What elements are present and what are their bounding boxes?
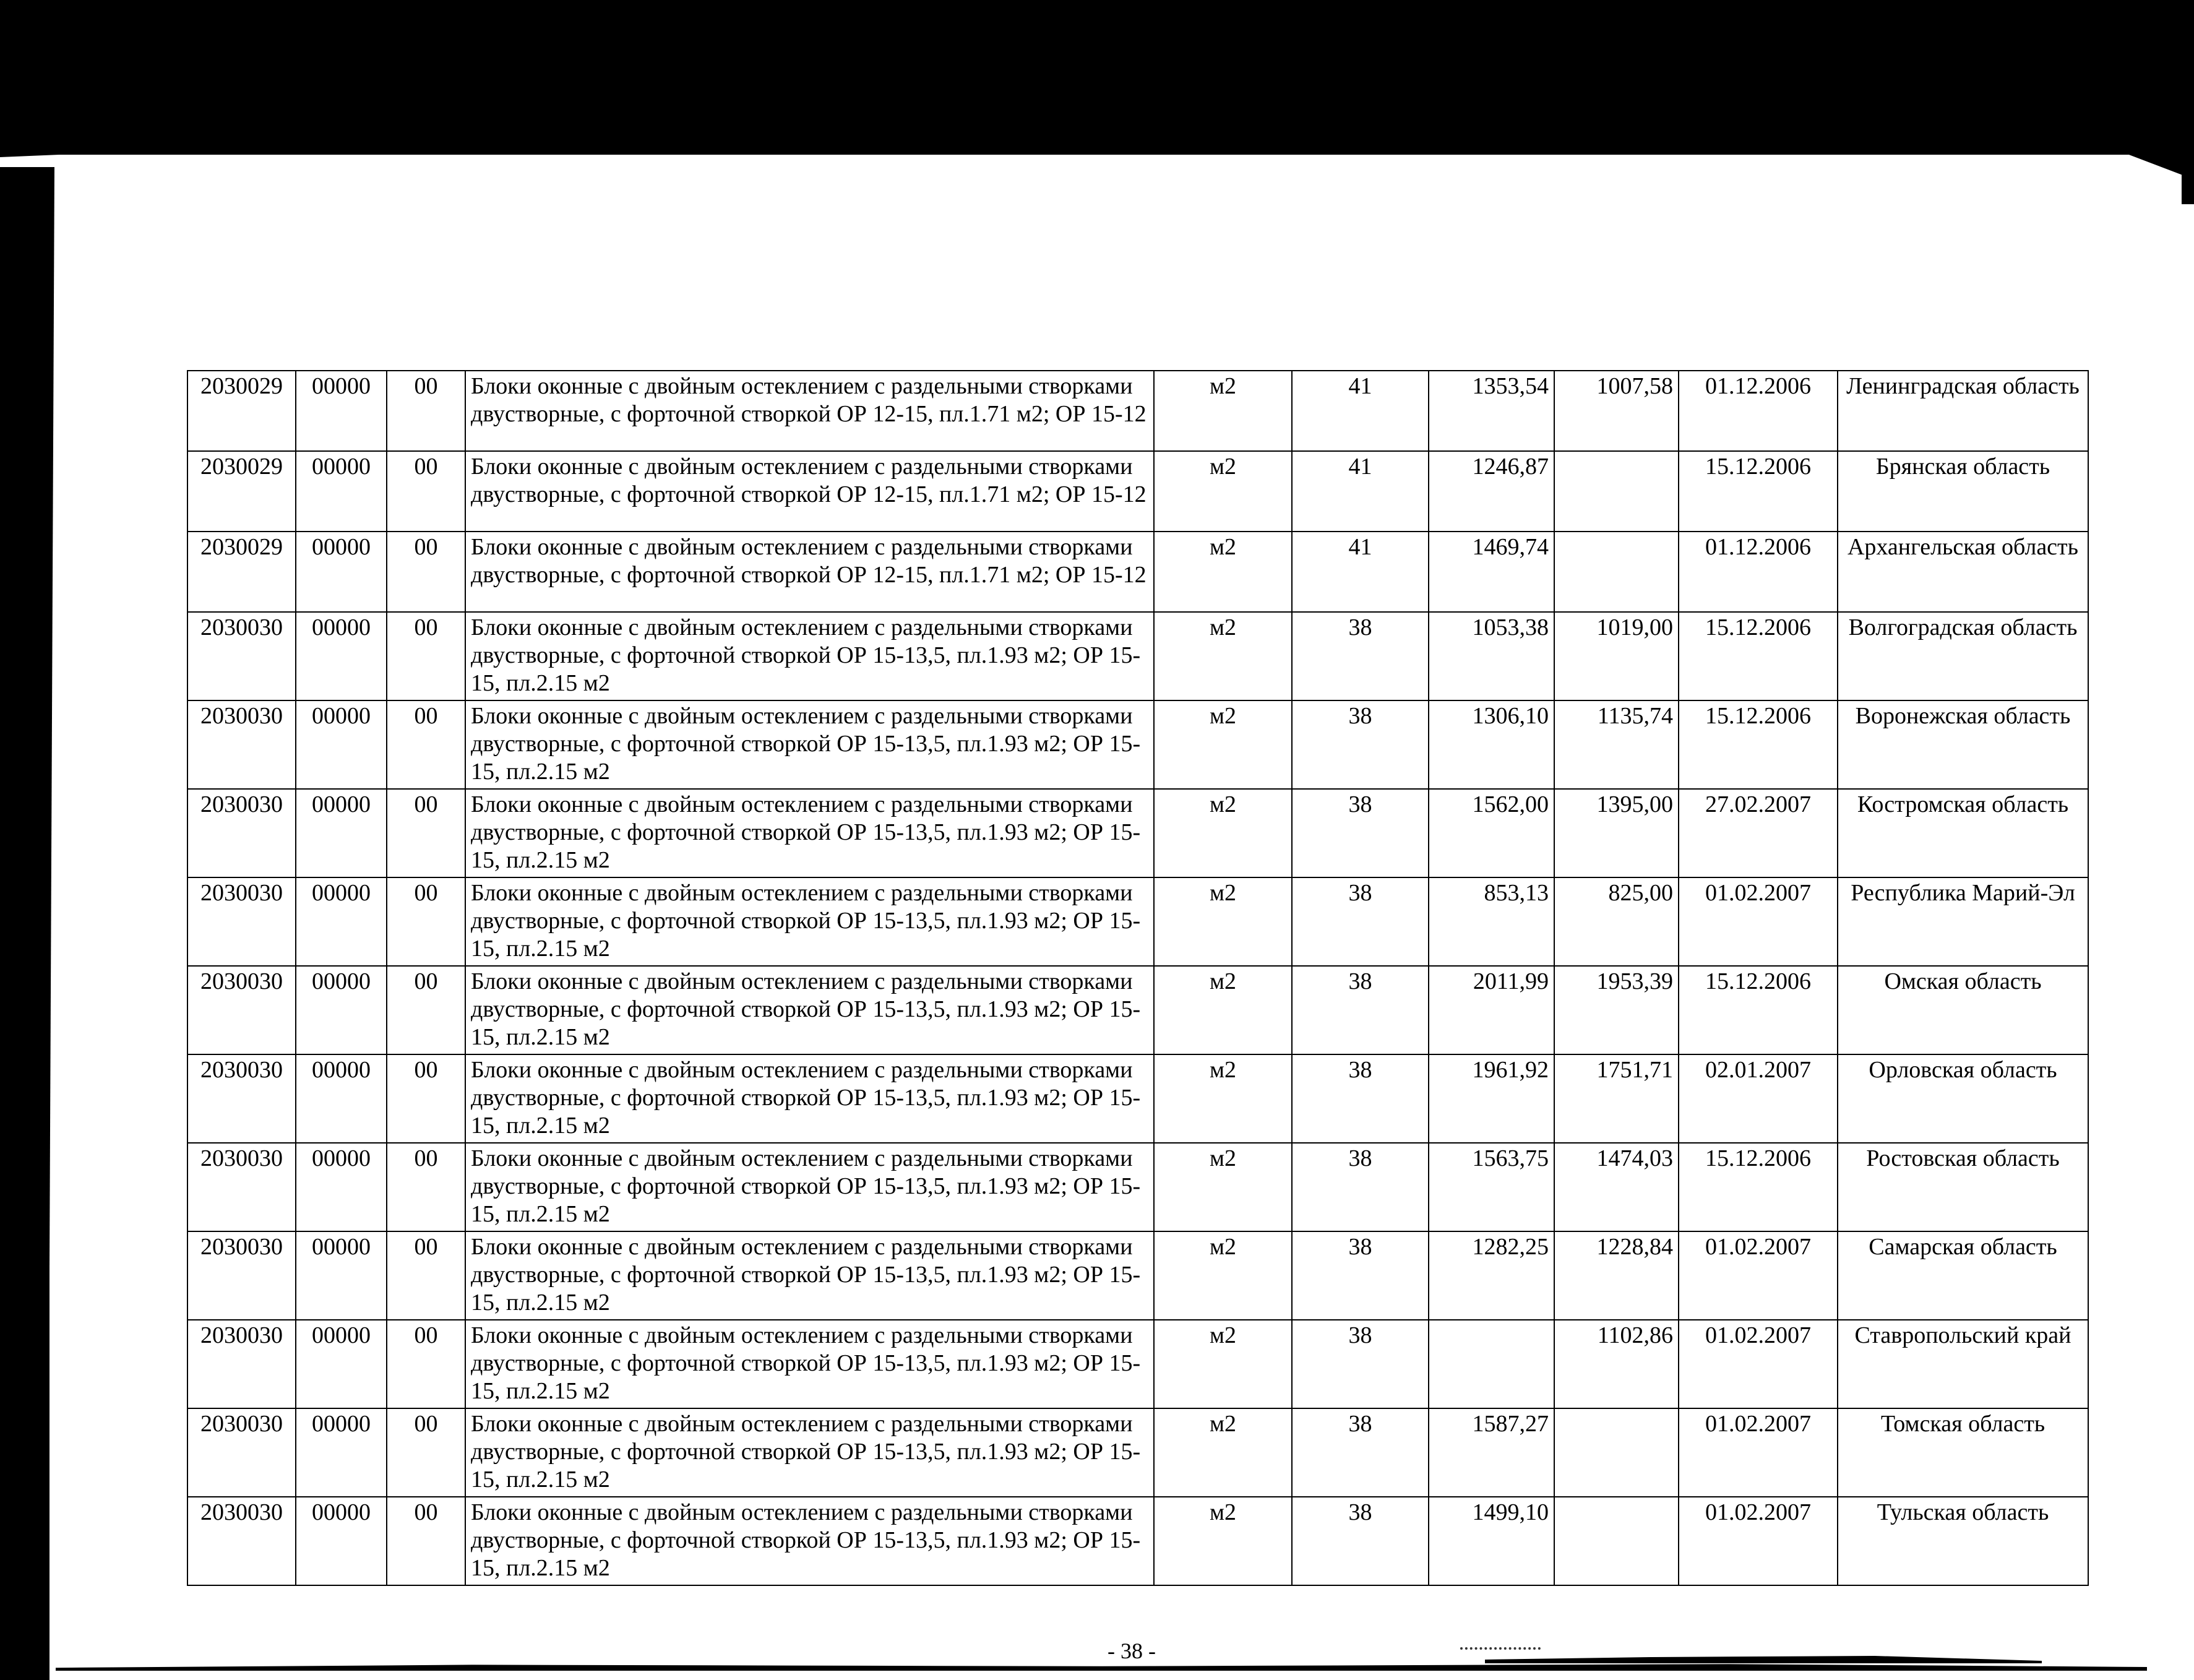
table-row <box>187 789 2088 877</box>
cell-code: 2030029 <box>187 532 296 612</box>
table-row <box>187 700 2088 789</box>
cell-description: Блоки оконные с двойным остеклением с раздельными створками двустворные, с форточной створкой ОР 12-15, пл.1.71 м2; ОР 15-12 <box>465 532 1154 612</box>
price-table <box>187 370 2089 1586</box>
cell-unit: м2 <box>1154 700 1292 789</box>
cell-quantity: 41 <box>1292 532 1429 612</box>
cell-region: Самарская область <box>1838 1231 2088 1320</box>
cell-code: 2030030 <box>187 1143 296 1231</box>
cell-region: Омская область <box>1838 966 2088 1054</box>
cell-subcode: 00000 <box>296 1231 387 1320</box>
cell-region: Орловская область <box>1838 1054 2088 1143</box>
cell-suffix: 00 <box>387 612 465 700</box>
cell-subcode: 00000 <box>296 877 387 966</box>
cell-region: Томская область <box>1838 1408 2088 1497</box>
cell-unit: м2 <box>1154 451 1292 532</box>
cell-date: 15.12.2006 <box>1679 451 1838 532</box>
table-row <box>187 1231 2088 1320</box>
cell-price-2: 1953,39 <box>1554 966 1679 1054</box>
cell-unit: м2 <box>1154 877 1292 966</box>
cell-code: 2030030 <box>187 700 296 789</box>
cell-unit: м2 <box>1154 1231 1292 1320</box>
scan-bottom-border <box>56 1663 2147 1671</box>
cell-price-2 <box>1554 451 1679 532</box>
cell-date: 15.12.2006 <box>1679 700 1838 789</box>
cell-quantity: 38 <box>1292 1143 1429 1231</box>
cell-price-2: 1474,03 <box>1554 1143 1679 1231</box>
cell-quantity: 41 <box>1292 451 1429 532</box>
cell-price-1: 1563,75 <box>1429 1143 1554 1231</box>
cell-region: Ленинградская область <box>1838 371 2088 451</box>
cell-unit: м2 <box>1154 1320 1292 1408</box>
cell-code: 2030030 <box>187 1497 296 1585</box>
cell-price-2: 1019,00 <box>1554 612 1679 700</box>
cell-unit: м2 <box>1154 371 1292 451</box>
scan-left-border <box>0 167 49 1680</box>
cell-code: 2030030 <box>187 966 296 1054</box>
cell-suffix: 00 <box>387 1231 465 1320</box>
cell-date: 01.02.2007 <box>1679 1408 1838 1497</box>
scan-stamp-mark <box>1460 1634 1541 1650</box>
cell-unit: м2 <box>1154 532 1292 612</box>
cell-suffix: 00 <box>387 1320 465 1408</box>
cell-description: Блоки оконные с двойным остеклением с раздельными створками двустворные, с форточной створкой ОР 15-13,5, пл.1.93 м2; ОР 15-15, пл.2.15 м2 <box>465 789 1154 877</box>
cell-suffix: 00 <box>387 1054 465 1143</box>
cell-code: 2030030 <box>187 1231 296 1320</box>
cell-description: Блоки оконные с двойным остеклением с раздельными створками двустворные, с форточной створкой ОР 12-15, пл.1.71 м2; ОР 15-12 <box>465 451 1154 532</box>
cell-price-1: 1282,25 <box>1429 1231 1554 1320</box>
cell-price-1: 1961,92 <box>1429 1054 1554 1143</box>
scan-right-mark <box>2182 155 2194 204</box>
cell-quantity: 38 <box>1292 877 1429 966</box>
cell-quantity: 41 <box>1292 371 1429 451</box>
cell-description: Блоки оконные с двойным остеклением с раздельными створками двустворные, с форточной створкой ОР 15-13,5, пл.1.93 м2; ОР 15-15, пл.2.15 м2 <box>465 1231 1154 1320</box>
cell-quantity: 38 <box>1292 1054 1429 1143</box>
cell-suffix: 00 <box>387 371 465 451</box>
cell-date: 27.02.2007 <box>1679 789 1838 877</box>
cell-date: 15.12.2006 <box>1679 966 1838 1054</box>
cell-region: Тульская область <box>1838 1497 2088 1585</box>
cell-subcode: 00000 <box>296 612 387 700</box>
cell-quantity: 38 <box>1292 612 1429 700</box>
cell-region: Брянская область <box>1838 451 2088 532</box>
cell-subcode: 00000 <box>296 1497 387 1585</box>
cell-subcode: 00000 <box>296 371 387 451</box>
cell-quantity: 38 <box>1292 1497 1429 1585</box>
cell-price-1: 1306,10 <box>1429 700 1554 789</box>
cell-quantity: 38 <box>1292 789 1429 877</box>
cell-price-2: 825,00 <box>1554 877 1679 966</box>
cell-price-1: 1499,10 <box>1429 1497 1554 1585</box>
cell-region: Ставропольский край <box>1838 1320 2088 1408</box>
table-row <box>187 1408 2088 1497</box>
cell-suffix: 00 <box>387 789 465 877</box>
cell-code: 2030029 <box>187 371 296 451</box>
cell-unit: м2 <box>1154 966 1292 1054</box>
cell-date: 01.12.2006 <box>1679 532 1838 612</box>
cell-subcode: 00000 <box>296 451 387 532</box>
cell-subcode: 00000 <box>296 789 387 877</box>
cell-suffix: 00 <box>387 700 465 789</box>
cell-price-1: 1587,27 <box>1429 1408 1554 1497</box>
table-row <box>187 612 2088 700</box>
cell-subcode: 00000 <box>296 966 387 1054</box>
cell-price-2: 1395,00 <box>1554 789 1679 877</box>
cell-quantity: 38 <box>1292 1408 1429 1497</box>
cell-price-2 <box>1554 1497 1679 1585</box>
cell-suffix: 00 <box>387 1497 465 1585</box>
cell-date: 01.02.2007 <box>1679 1231 1838 1320</box>
cell-price-2: 1007,58 <box>1554 371 1679 451</box>
table-row <box>187 1320 2088 1408</box>
cell-unit: м2 <box>1154 612 1292 700</box>
scan-bottom-streak <box>1485 1651 2042 1663</box>
table-row <box>187 1497 2088 1585</box>
cell-price-1: 1469,74 <box>1429 532 1554 612</box>
table-row <box>187 1143 2088 1231</box>
cell-description: Блоки оконные с двойным остеклением с раздельными створками двустворные, с форточной створкой ОР 12-15, пл.1.71 м2; ОР 15-12 <box>465 371 1154 451</box>
cell-price-2 <box>1554 532 1679 612</box>
scan-top-border <box>0 0 2194 155</box>
cell-code: 2030030 <box>187 1320 296 1408</box>
cell-suffix: 00 <box>387 877 465 966</box>
cell-unit: м2 <box>1154 1497 1292 1585</box>
cell-date: 01.12.2006 <box>1679 371 1838 451</box>
cell-price-2: 1751,71 <box>1554 1054 1679 1143</box>
cell-price-1: 1246,87 <box>1429 451 1554 532</box>
cell-subcode: 00000 <box>296 1320 387 1408</box>
cell-region: Костромская область <box>1838 789 2088 877</box>
cell-price-1: 2011,99 <box>1429 966 1554 1054</box>
table-row <box>187 371 2088 451</box>
table-row <box>187 532 2088 612</box>
table-row <box>187 1054 2088 1143</box>
cell-code: 2030030 <box>187 789 296 877</box>
cell-suffix: 00 <box>387 451 465 532</box>
cell-description: Блоки оконные с двойным остеклением с раздельными створками двустворные, с форточной створкой ОР 15-13,5, пл.1.93 м2; ОР 15-15, пл.2.15 м2 <box>465 966 1154 1054</box>
cell-price-2 <box>1554 1408 1679 1497</box>
cell-code: 2030030 <box>187 1054 296 1143</box>
cell-description: Блоки оконные с двойным остеклением с раздельными створками двустворные, с форточной створкой ОР 15-13,5, пл.1.93 м2; ОР 15-15, пл.2.15 м2 <box>465 1143 1154 1231</box>
cell-unit: м2 <box>1154 789 1292 877</box>
cell-region: Республика Марий-Эл <box>1838 877 2088 966</box>
cell-region: Воронежская область <box>1838 700 2088 789</box>
cell-quantity: 38 <box>1292 966 1429 1054</box>
table-row <box>187 877 2088 966</box>
cell-description: Блоки оконные с двойным остеклением с раздельными створками двустворные, с форточной створкой ОР 15-13,5, пл.1.93 м2; ОР 15-15, пл.2.15 м2 <box>465 612 1154 700</box>
cell-subcode: 00000 <box>296 1143 387 1231</box>
cell-price-1: 1562,00 <box>1429 789 1554 877</box>
cell-code: 2030029 <box>187 451 296 532</box>
cell-region: Архангельская область <box>1838 532 2088 612</box>
cell-suffix: 00 <box>387 966 465 1054</box>
cell-subcode: 00000 <box>296 1408 387 1497</box>
cell-quantity: 38 <box>1292 1231 1429 1320</box>
cell-price-2: 1228,84 <box>1554 1231 1679 1320</box>
page-number: - 38 - <box>1108 1639 1156 1663</box>
table-row <box>187 451 2088 532</box>
cell-description: Блоки оконные с двойным остеклением с раздельными створками двустворные, с форточной створкой ОР 15-13,5, пл.1.93 м2; ОР 15-15, пл.2.15 м2 <box>465 1408 1154 1497</box>
cell-unit: м2 <box>1154 1408 1292 1497</box>
cell-suffix: 00 <box>387 1408 465 1497</box>
cell-unit: м2 <box>1154 1054 1292 1143</box>
cell-subcode: 00000 <box>296 1054 387 1143</box>
cell-quantity: 38 <box>1292 1320 1429 1408</box>
table-body <box>187 371 2088 1585</box>
cell-description: Блоки оконные с двойным остеклением с раздельными створками двустворные, с форточной створкой ОР 15-13,5, пл.1.93 м2; ОР 15-15, пл.2.15 м2 <box>465 1054 1154 1143</box>
cell-subcode: 00000 <box>296 700 387 789</box>
cell-quantity: 38 <box>1292 700 1429 789</box>
cell-date: 15.12.2006 <box>1679 612 1838 700</box>
cell-price-1: 1353,54 <box>1429 371 1554 451</box>
cell-code: 2030030 <box>187 877 296 966</box>
cell-price-1: 1053,38 <box>1429 612 1554 700</box>
cell-date: 01.02.2007 <box>1679 1497 1838 1585</box>
cell-date: 15.12.2006 <box>1679 1143 1838 1231</box>
cell-suffix: 00 <box>387 1143 465 1231</box>
cell-date: 02.01.2007 <box>1679 1054 1838 1143</box>
cell-price-1 <box>1429 1320 1554 1408</box>
cell-price-2: 1135,74 <box>1554 700 1679 789</box>
cell-code: 2030030 <box>187 612 296 700</box>
table-row <box>187 966 2088 1054</box>
cell-region: Волгоградская область <box>1838 612 2088 700</box>
cell-suffix: 00 <box>387 532 465 612</box>
cell-code: 2030030 <box>187 1408 296 1497</box>
cell-description: Блоки оконные с двойным остеклением с раздельными створками двустворные, с форточной створкой ОР 15-13,5, пл.1.93 м2; ОР 15-15, пл.2.15 м2 <box>465 700 1154 789</box>
cell-description: Блоки оконные с двойным остеклением с раздельными створками двустворные, с форточной створкой ОР 15-13,5, пл.1.93 м2; ОР 15-15, пл.2.15 м2 <box>465 1320 1154 1408</box>
cell-date: 01.02.2007 <box>1679 877 1838 966</box>
cell-description: Блоки оконные с двойным остеклением с раздельными створками двустворные, с форточной створкой ОР 15-13,5, пл.1.93 м2; ОР 15-15, пл.2.15 м2 <box>465 1497 1154 1585</box>
cell-region: Ростовская область <box>1838 1143 2088 1231</box>
cell-unit: м2 <box>1154 1143 1292 1231</box>
cell-description: Блоки оконные с двойным остеклением с раздельными створками двустворные, с форточной створкой ОР 15-13,5, пл.1.93 м2; ОР 15-15, пл.2.15 м2 <box>465 877 1154 966</box>
cell-date: 01.02.2007 <box>1679 1320 1838 1408</box>
cell-price-2: 1102,86 <box>1554 1320 1679 1408</box>
cell-subcode: 00000 <box>296 532 387 612</box>
cell-price-1: 853,13 <box>1429 877 1554 966</box>
